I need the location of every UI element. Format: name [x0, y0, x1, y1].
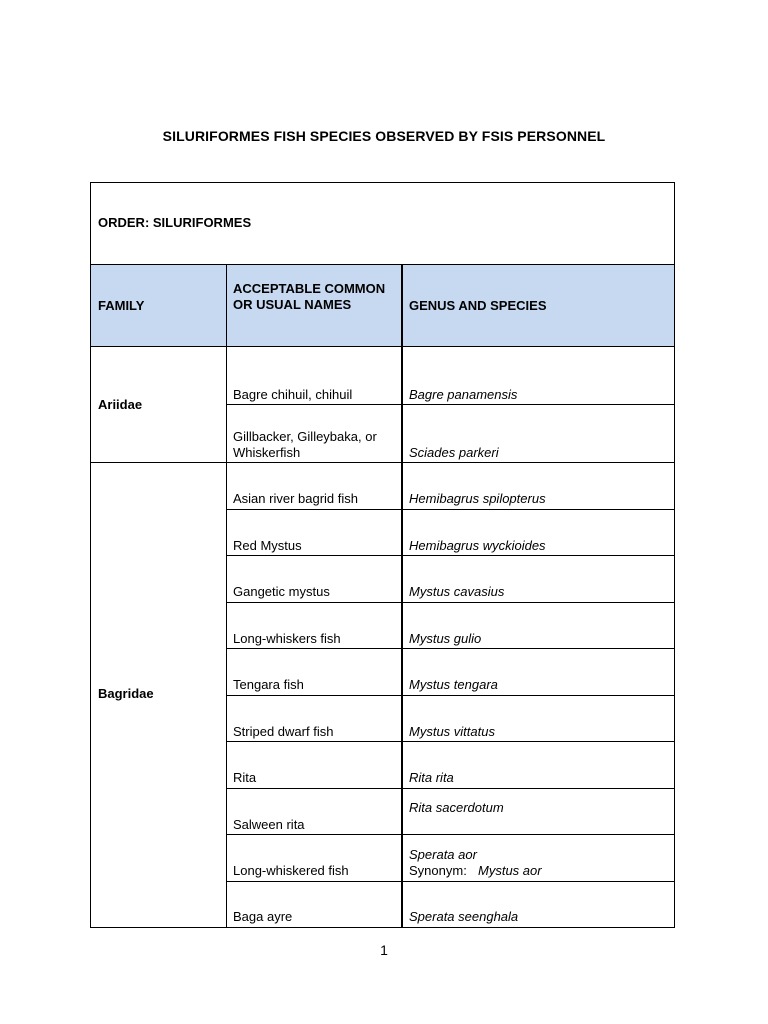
- genus-species: Hemibagrus spilopterus: [409, 491, 546, 506]
- row-divider: [226, 695, 674, 696]
- genus-species: Sciades parkeri: [409, 445, 499, 460]
- row-divider: [226, 788, 674, 789]
- species-table: [90, 182, 675, 928]
- header-family: FAMILY: [98, 298, 145, 313]
- common-name: Long-whiskers fish: [233, 631, 341, 646]
- row-divider: [226, 648, 674, 649]
- row-divider: [226, 602, 674, 603]
- row-divider: [226, 834, 674, 835]
- common-name: Long-whiskered fish: [233, 863, 349, 878]
- common-name: Salween rita: [233, 817, 305, 832]
- common-name: Bagre chihuil, chihuil: [233, 387, 353, 402]
- genus-species: Mystus tengara: [409, 677, 498, 692]
- synonym-species: Mystus aor: [478, 863, 542, 878]
- row-divider: [226, 404, 674, 405]
- order-row: [91, 183, 674, 265]
- column-divider-2: [401, 265, 403, 928]
- row-divider: [226, 741, 674, 742]
- common-name: Gangetic mystus: [233, 584, 330, 599]
- genus-species: Mystus cavasius: [409, 584, 505, 599]
- family-name-bagridae: Bagridae: [98, 686, 154, 701]
- common-name: Rita: [233, 770, 257, 785]
- page-title: SILURIFORMES FISH SPECIES OBSERVED BY FSIS PERSONNEL: [162, 128, 606, 144]
- column-divider-1: [226, 265, 227, 928]
- genus-species: Sperata seenghala: [409, 909, 519, 924]
- common-name: Red Mystus: [233, 538, 302, 553]
- page-number: 1: [380, 942, 388, 958]
- genus-species: Mystus vittatus: [409, 724, 495, 739]
- family-name-ariidae: Ariidae: [98, 397, 143, 412]
- genus-species: Bagre panamensis: [409, 387, 518, 402]
- row-divider: [226, 881, 674, 882]
- header-genus-species: GENUS AND SPECIES: [409, 298, 547, 313]
- family-divider: [91, 462, 674, 463]
- row-divider: [226, 509, 674, 510]
- genus-species: Hemibagrus wyckioides: [409, 538, 546, 553]
- header-common-names: ACCEPTABLE COMMON OR USUAL NAMES: [233, 281, 386, 312]
- genus-species: Sperata aor: [409, 847, 477, 862]
- common-name: Gillbacker, Gilleybaka, or Whiskerfish: [233, 429, 377, 460]
- common-name: Baga ayre: [233, 909, 293, 924]
- order-label: ORDER: SILURIFORMES: [98, 215, 252, 230]
- common-name: Tengara fish: [233, 677, 304, 692]
- table-header-row: [91, 265, 674, 347]
- genus-species: Rita sacerdotum: [409, 800, 504, 815]
- synonym-label: Synonym:: [409, 863, 467, 878]
- common-name: Striped dwarf fish: [233, 724, 334, 739]
- common-name: Asian river bagrid fish: [233, 491, 358, 506]
- row-divider: [226, 555, 674, 556]
- genus-species: Mystus gulio: [409, 631, 482, 646]
- genus-species: Rita rita: [409, 770, 454, 785]
